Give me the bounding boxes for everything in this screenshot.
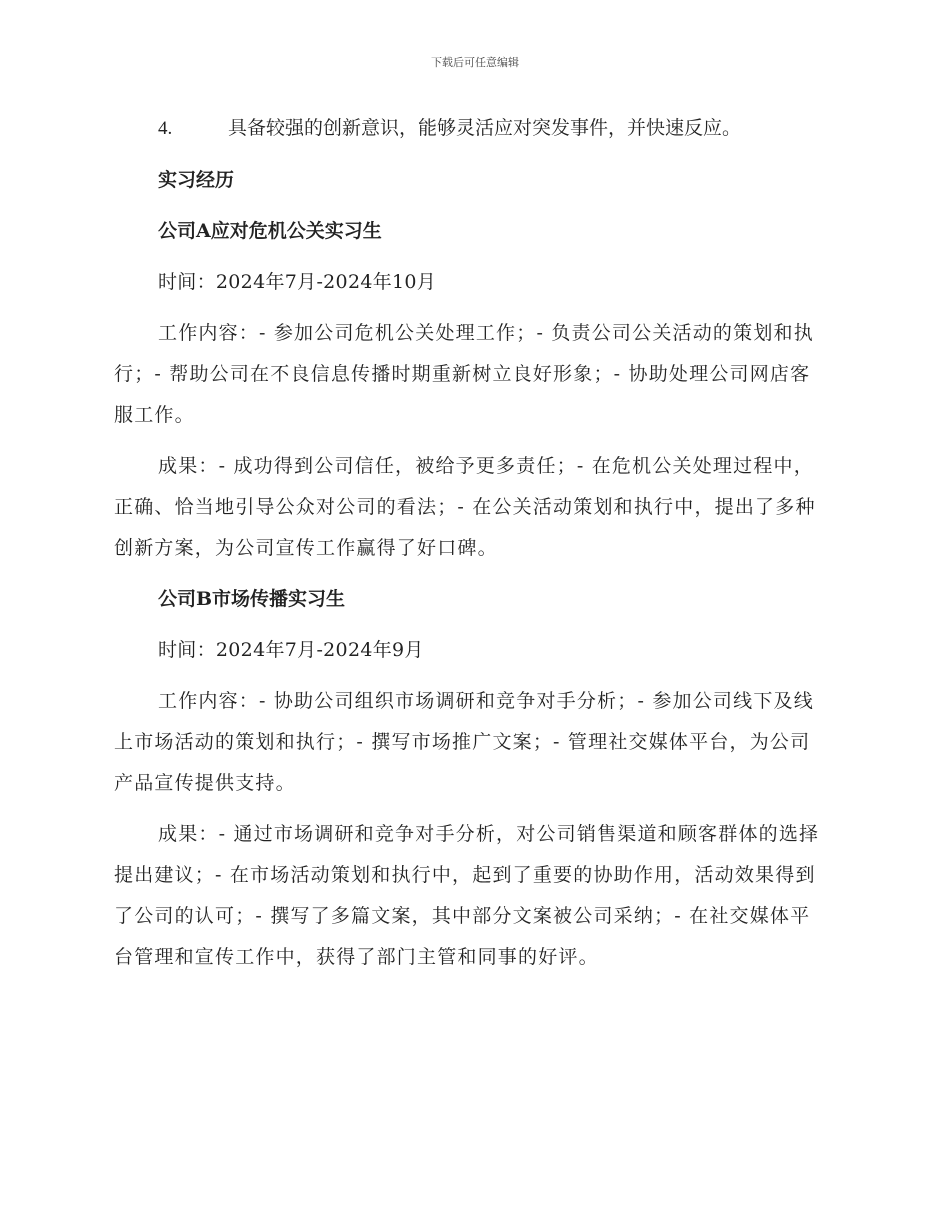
section-title: 实习经历 [158, 169, 235, 191]
internship-results: 成果：- 成功得到公司信任，被给予更多责任；- 在危机公关处理过程中，正确、恰当地引导公众对公司的看法；- 在公关活动策划和执行中，提出了多种创新方案，为公司宣传工作赢得了好口碑。 [114, 455, 816, 559]
list-number: 4. [158, 118, 173, 139]
list-item [114, 108, 826, 149]
internship-a [114, 211, 826, 569]
document-body [114, 108, 826, 988]
internship-title: 公司A应对危机公关实习生 [158, 220, 382, 242]
internship-results: 成果：- 通过市场调研和竞争对手分析，对公司销售渠道和顾客群体的选择提出建议；- 在市场活动策划和执行中，起到了重要的协助作用，活动效果得到了公司的认可；- 撰写了多篇文案，其中部分文案被公司采纳；- 在社交媒体平台管理和宣传工作中，获得了部门主管和同事的好评。 [114, 823, 820, 968]
internship-b [114, 579, 826, 978]
page-header: 下载后可任意编辑 [431, 56, 519, 69]
internship-duties: 工作内容：- 参加公司危机公关处理工作；- 负责公司公关活动的策划和执行；- 帮助公司在不良信息传播时期重新树立良好形象；- 协助处理公司网店客服工作。 [114, 322, 814, 426]
internship-title: 公司B市场传播实习生 [158, 588, 346, 610]
internship-time: 时间：2024年7月-2024年9月 [158, 639, 424, 661]
list-text: 具备较强的创新意识，能够灵活应对突发事件，并快速反应。 [228, 117, 742, 139]
internship-duties: 工作内容：- 协助公司组织市场调研和竞争对手分析；- 参加公司线下及线上市场活动的策划和执行；- 撰写市场推广文案；- 管理社交媒体平台，为公司产品宣传提供支持。 [114, 690, 814, 794]
internship-time: 时间：2024年7月-2024年10月 [158, 271, 437, 293]
